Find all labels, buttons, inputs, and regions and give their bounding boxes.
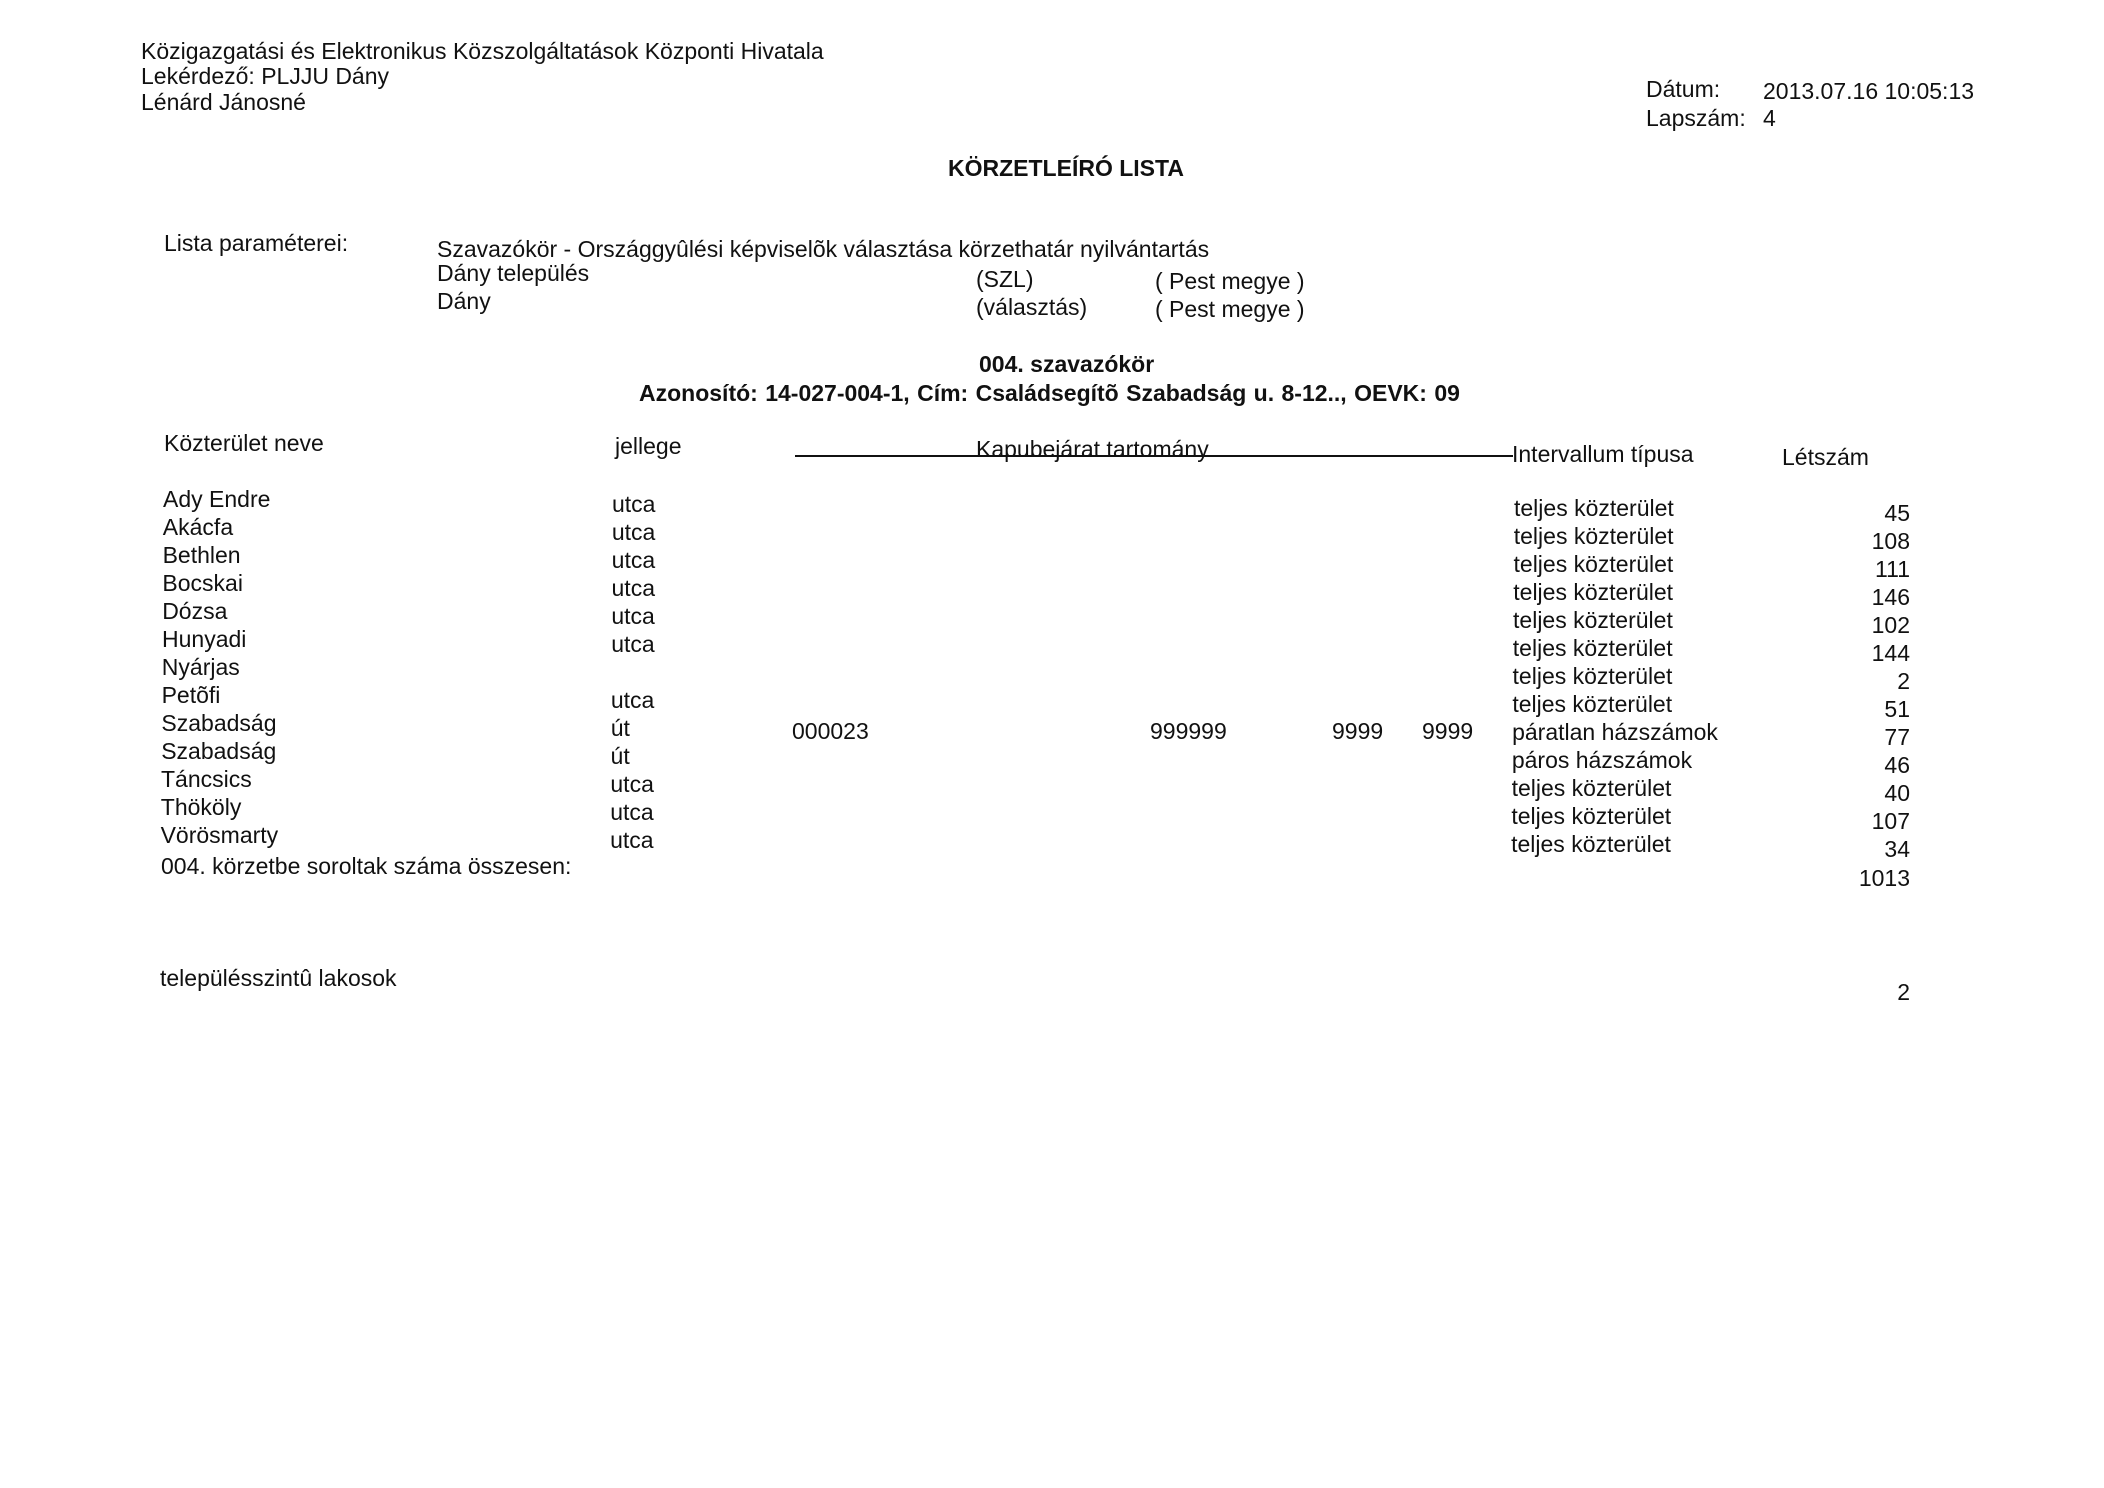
cell-range-4: 9999 <box>1422 718 1474 744</box>
cell-count: 108 <box>1871 528 1910 554</box>
cell-type: út <box>610 715 630 741</box>
footer-label: településszintû lakosok <box>160 965 397 991</box>
page-number-label: Lapszám: <box>1646 105 1746 131</box>
cell-street: Thököly <box>160 794 242 820</box>
cell-count: 46 <box>1884 752 1910 778</box>
cell-street: Hunyadi <box>162 626 247 652</box>
cell-street: Bethlen <box>162 542 241 568</box>
district-name: 004. szavazókör <box>979 351 1155 377</box>
cell-street: Nyárjas <box>161 654 240 680</box>
column-header-street: Közterület neve <box>164 430 324 456</box>
cell-street: Akácfa <box>162 514 234 540</box>
person-name: Lénárd Jánosné <box>141 89 306 115</box>
column-header-count: Létszám <box>1782 444 1869 470</box>
cell-street: Táncsics <box>161 766 252 792</box>
cell-interval-type: páratlan házszámok <box>1512 719 1718 745</box>
cell-count: 144 <box>1871 640 1910 666</box>
cell-type: utca <box>610 687 655 713</box>
cell-interval-type: teljes közterület <box>1511 775 1672 801</box>
cell-street: Szabadság <box>161 738 277 764</box>
cell-range-end: 999999 <box>1150 718 1227 744</box>
cell-type: utca <box>611 603 655 629</box>
cell-interval-type: teljes közterület <box>1512 691 1673 717</box>
page-number-value: 4 <box>1763 105 1776 131</box>
cell-count: 51 <box>1884 696 1910 722</box>
column-header-interval: Intervallum típusa <box>1512 441 1694 467</box>
cell-interval-type: teljes közterület <box>1513 551 1674 577</box>
organization-name: Közigazgatási és Elektronikus Közszolgáltatások Központi Hivatala <box>141 38 824 64</box>
cell-street: Vörösmarty <box>160 822 279 848</box>
cell-type: utca <box>611 575 655 601</box>
district-details: Azonosító: 14-027-004-1, Cím: Családsegítõ Szabadság u. 8-12.., OEVK: 09 <box>639 380 1460 406</box>
cell-interval-type: teljes közterület <box>1512 635 1673 661</box>
cell-interval-type: teljes közterület <box>1513 579 1674 605</box>
cell-street: Bocskai <box>162 570 243 596</box>
params-line-1: Szavazókör - Országgyûlési képviselõk választása körzethatár nyilvántartás <box>437 236 1210 262</box>
column-header-range: Kapubejárat tartomány <box>976 436 1209 462</box>
cell-count: 77 <box>1884 724 1910 750</box>
cell-interval-type: teljes közterület <box>1513 523 1674 549</box>
params-election-county: ( Pest megye ) <box>1155 296 1305 322</box>
date-label: Dátum: <box>1646 76 1721 102</box>
date-value: 2013.07.16 10:05:13 <box>1763 78 1975 104</box>
cell-count: 111 <box>1875 556 1910 582</box>
cell-street: Szabadság <box>161 710 277 736</box>
document-title: KÖRZETLEÍRÓ LISTA <box>948 155 1184 181</box>
cell-type: utca <box>611 547 656 573</box>
params-label: Lista paraméterei: <box>164 230 349 256</box>
total-label: 004. körzetbe soroltak száma összesen: <box>161 853 572 879</box>
cell-interval-type: teljes közterület <box>1512 663 1673 689</box>
cell-count: 2 <box>1897 668 1910 694</box>
cell-range-3: 9999 <box>1332 718 1384 744</box>
params-election-code: (választás) <box>976 294 1088 320</box>
column-header-type: jellege <box>615 433 682 459</box>
cell-interval-type: teljes közterület <box>1514 495 1674 521</box>
cell-type: utca <box>610 799 654 825</box>
params-election: Dány <box>437 288 491 314</box>
cell-street: Petõfi <box>161 682 221 708</box>
params-settlement: Dány település <box>437 260 590 286</box>
total-value: 1013 <box>1858 865 1910 891</box>
cell-type: utca <box>610 771 654 797</box>
cell-count: 40 <box>1884 780 1910 806</box>
requester-line: Lekérdező: PLJJU Dány <box>141 63 390 89</box>
cell-type: utca <box>611 519 656 545</box>
cell-count: 45 <box>1884 500 1910 526</box>
cell-type: utca <box>610 827 654 853</box>
cell-count: 146 <box>1871 584 1910 610</box>
cell-range-start: 000023 <box>792 718 869 744</box>
cell-count: 102 <box>1871 612 1910 638</box>
cell-count: 107 <box>1871 808 1910 834</box>
cell-street: Ady Endre <box>163 486 271 512</box>
cell-type: utca <box>611 631 655 657</box>
cell-type: utca <box>612 491 656 517</box>
cell-interval-type: páros házszámok <box>1511 747 1693 773</box>
footer-value: 2 <box>1897 979 1910 1005</box>
cell-interval-type: teljes közterület <box>1511 803 1672 829</box>
cell-interval-type: teljes közterület <box>1513 607 1673 633</box>
cell-type: út <box>610 743 630 769</box>
cell-count: 34 <box>1884 836 1910 862</box>
cell-street: Dózsa <box>162 598 228 624</box>
params-settlement-county: ( Pest megye ) <box>1155 268 1305 294</box>
cell-interval-type: teljes közterület <box>1511 831 1671 857</box>
params-settlement-code: (SZL) <box>976 266 1034 292</box>
